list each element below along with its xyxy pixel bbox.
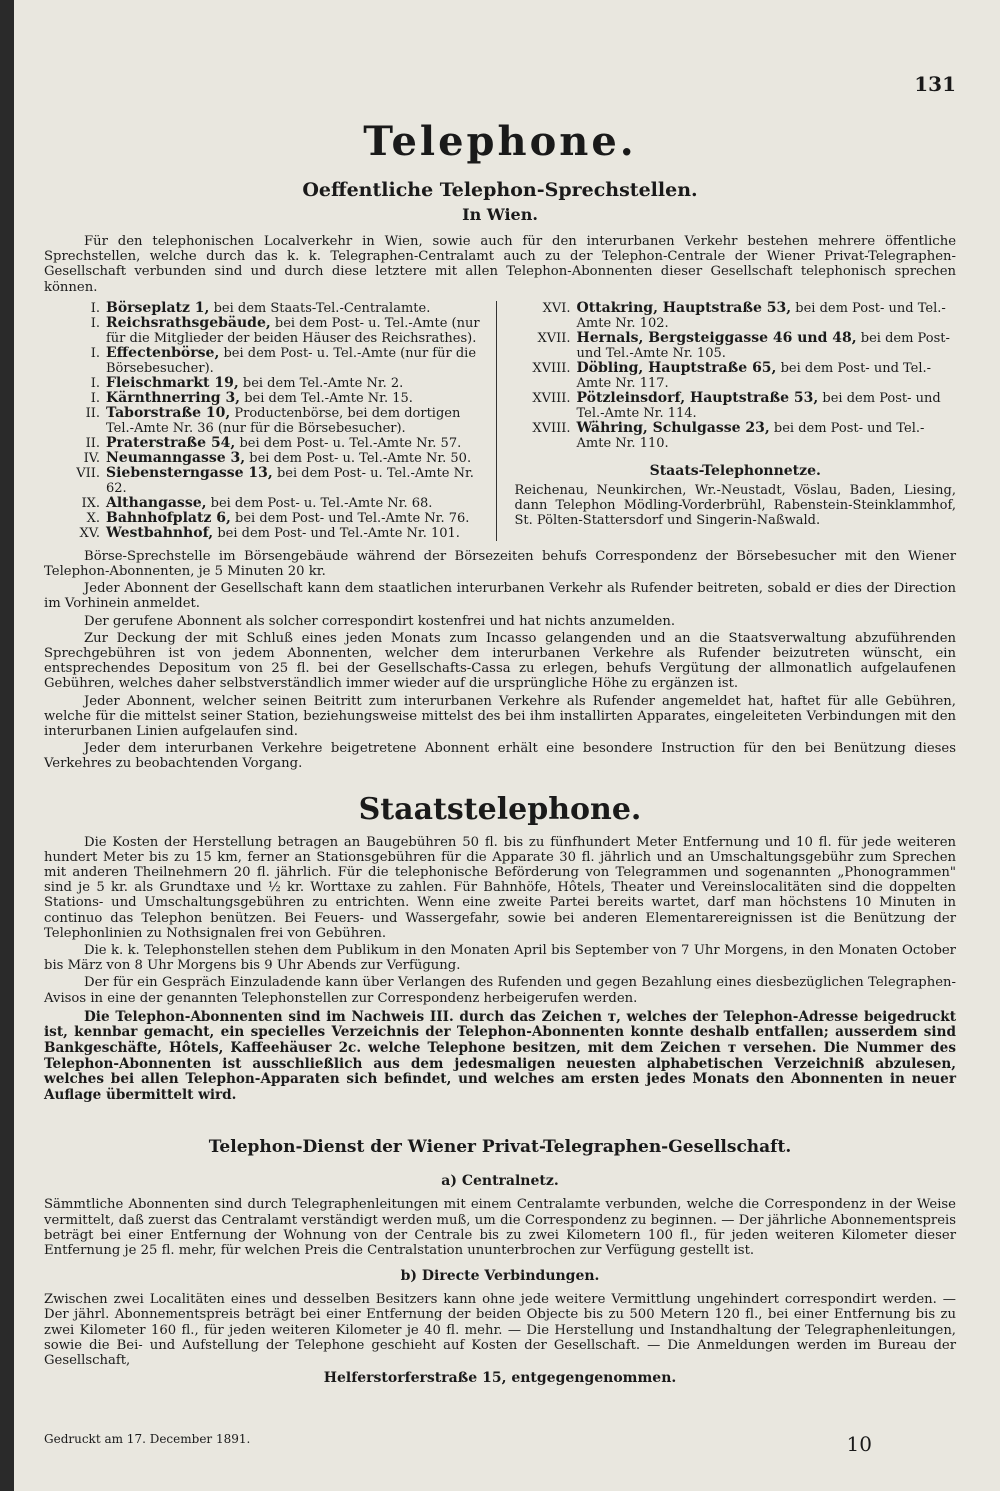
station-text (577, 301, 957, 331)
station-entry (515, 361, 957, 391)
direct-heading: b) Directe Verbindungen. (400, 1268, 600, 1285)
station-desc: bei dem Post- u. Tel.-Amte (nur für die Börsebesucher). (106, 345, 477, 376)
stations-left (44, 301, 497, 541)
station-street: Döbling, Hauptstraße 65, (576, 359, 777, 376)
station-desc: bei dem Tel.-Amte Nr. 2. (242, 375, 404, 391)
printed-date: Gedruckt am 17. December 1891. (44, 1432, 251, 1446)
paragraph: Zur Deckung der mit Schluß eines jeden Monats zum Incasso gelangenden und an die Staatsverwaltung abzuführenden Sprechgebühren ist von jedem Abonnenten, welcher dem interurbanen Verkehre als Rufender beizutreten wünscht, ein entsprechendes Depositum von 25 fl. bei der Gesellschafts-Cassa zu erlegen, behufs Vergütung der allmonatlich aufgelaufenen Gebühren, welches daher selbstverständlich immer wieder auf die ursprüngliche Höhe zu ergänzen ist. (44, 630, 956, 692)
direct-text: Zwischen zwei Localitäten eines und desselben Besitzers kann ohne jede weitere Vermittlung ungehindert correspondirt werden. — Der jährl. Abonnementspreis beträgt bei einer Entfernung der beiden Objecte bis zu 500 Metern 120 fl., bei einer Entfernung bis zu zwei Kilometer 160 fl., für jeden weiteren Kilometer je 40 fl. mehr. — Die Herstellung und Instandhaltung der Telegraphenleitungen, sowie die Bei- und Aufstellung der Telephone geschieht auf Kosten der Gesellschaft. — Die Anmeldungen werden im Bureau der Gesellschaft, (44, 1292, 956, 1369)
station-entry (515, 331, 957, 361)
station-street: Börseplatz 1, (106, 299, 210, 316)
district-number: XVIII. (532, 360, 571, 376)
station-entry (515, 301, 957, 331)
station-desc: bei dem Staats-Tel.-Centralamte. (213, 300, 431, 316)
stations-columns (44, 301, 956, 541)
station-text (106, 451, 471, 466)
station-text (577, 421, 957, 451)
district-number: XVII. (537, 330, 571, 346)
station-desc: bei dem Post- und Tel.-Amte Nr. 114. (576, 390, 941, 421)
document-page (14, 0, 1000, 1491)
dienst-heading: Telephon-Dienst der Wiener Privat-Telegraphen-Gesellschaft. (208, 1137, 792, 1158)
station-entry (515, 421, 957, 451)
station-desc: bei dem Post- und Tel.-Amte Nr. 102. (576, 300, 946, 331)
station-desc: bei dem Post- und Tel.-Amte Nr. 117. (576, 360, 932, 391)
station-desc: bei dem Tel.-Amte Nr. 15. (244, 390, 413, 406)
intro-paragraph: Für den telephonischen Localverkehr in Wien, sowie auch für den interurbanen Verkehr bestehen mehrere öffentliche Sprechstellen, welche durch das k. k. Telegraphen-Centralamt auch zu der Telephon-Centrale der Wiener Privat-Telegraphen-Gesellschaft verbunden sind und durch diese letztere mit allen Telephon-Abonnenten dieser Gesellschaft telephonisch sprechen können. (44, 234, 956, 295)
station-street: Bahnhofplatz 6, (106, 509, 231, 526)
paragraph: Der für ein Gespräch Einzuladende kann über Verlangen des Rufenden und gegen Bezahlung eines diesbezüglichen Telegraphen-Avisos in eine der genannten Telephonstellen zur Correspondenz herbeigerufen werden. (44, 975, 956, 1006)
staatstelephone-heading: Staatstelephone. (358, 791, 642, 827)
paragraph: Die k. k. Telephonstellen stehen dem Publikum in den Monaten April bis September von 7 Uhr Morgens, in den Monaten October bis März von 8 Uhr Morgens bis 9 Uhr Abends zur Verfügung. (44, 943, 956, 974)
station-desc: bei dem Post- u. Tel.-Amte Nr. 50. (249, 450, 472, 466)
station-desc: bei dem Post- und Tel.-Amte Nr. 76. (235, 510, 470, 526)
station-text (106, 301, 430, 316)
district-number: II. (85, 435, 100, 451)
station-street: Reichsrathsgebäude, (106, 314, 271, 331)
station-entry (44, 376, 486, 391)
station-text (106, 526, 460, 541)
station-entry (44, 466, 486, 496)
paragraph: Börse-Sprechstelle im Börsengebäude während der Börsezeiten behufs Correspondenz der Börsebesucher mit den Wiener Telephon-Abonnenten, je 5 Minuten 20 kr. (44, 548, 956, 580)
station-street: Pötzleinsdorf, Hauptstraße 53, (576, 389, 819, 406)
district-number: XV. (79, 525, 100, 541)
interurban-paragraphs (44, 549, 956, 772)
station-entry (515, 391, 957, 421)
district-number: II. (85, 405, 100, 421)
station-text (106, 466, 486, 496)
staatstelephone-paragraphs (44, 835, 956, 1006)
station-text (106, 391, 413, 406)
station-street: Kärnthnerring 3, (106, 389, 241, 406)
station-text (106, 406, 486, 436)
district-number: I. (90, 315, 100, 331)
station-entry (44, 391, 486, 406)
district-number: XVI. (542, 300, 571, 316)
station-desc: Productenbörse, bei dem dortigen Tel.-Amte Nr. 36 (nur für die Börsebesucher). (106, 405, 461, 436)
district-number: I. (90, 390, 100, 406)
station-street: Währing, Schulgasse 23, (576, 419, 770, 436)
district-number: VII. (76, 465, 100, 481)
station-street: Neumanngasse 3, (106, 449, 246, 466)
station-desc: bei dem Post- u. Tel.-Amte Nr. 57. (239, 435, 462, 451)
station-text (106, 316, 486, 346)
station-entry (44, 496, 486, 511)
station-street: Praterstraße 54, (106, 434, 236, 451)
centralnetz-text: Sämmtliche Abonnenten sind durch Telegraphenleitungen mit einem Centralamte verbunden, welche die Correspondenz in der Weise vermittelt, daß zuerst das Centralamt verständigt werden muß, um die Correspondenz zu beginnen. — Der jährliche Abonnementspreis beträgt bei einer Entfernung der Wohnung von der Centrale bis zu zwei Kilometern 100 fl., für jeden weiteren Kilometer dieser Entfernung je 25 fl. mehr, für welchen Preis die Centralstation ununterbrochen zur Verfügung gestellt ist. (44, 1197, 956, 1259)
station-street: Ottakring, Hauptstraße 53, (576, 299, 792, 316)
station-desc: bei dem Post- u. Tel.-Amte Nr. 62. (106, 465, 474, 496)
district-number: I. (90, 375, 100, 391)
station-text (106, 346, 486, 376)
district-number: XVIII. (532, 420, 571, 436)
scan-edge (0, 0, 14, 1491)
station-street: Siebensterngasse 13, (106, 464, 273, 481)
station-desc: bei dem Post- und Tel.-Amte Nr. 110. (576, 420, 925, 451)
station-entry (44, 301, 486, 316)
station-text (106, 376, 403, 391)
centralnetz-heading: a) Centralnetz. (441, 1173, 559, 1190)
station-street: Effectenbörse, (106, 344, 220, 361)
public-heading: Oeffentliche Telephon-Sprechstellen. (302, 179, 698, 201)
station-text (577, 361, 957, 391)
station-street: Hernals, Bergsteiggasse 46 und 48, (576, 329, 857, 346)
district-number: I. (90, 300, 100, 316)
bottom-number: 10 (846, 1432, 872, 1456)
bold-notice: Die Telephon-Abonnenten sind im Nachweis III. durch das Zeichen ᴛ, welches der Telephon-Adresse beigedruckt ist, kennbar gemacht, ein specielles Verzeichnis der Telephon-Abonnenten konnte deshalb entfallen; ausserdem sind Bankgeschäfte, Hôtels, Kaffeehäuser 2c. welche Telephone besitzen, mit dem Zeichen ᴛ versehen. Die Nummer des Telephon-Abonnenten ist ausschließlich aus dem jedesmaligen neuesten alphabetischen Verzeichniß abzulesen, welches bei allen Telephon-Apparaten sich befindet, und welches am ersten jedes Monats den Abonnenten in neuer Auflage übermittelt wird. (44, 1008, 956, 1103)
station-entry (44, 436, 486, 451)
staatsnetze-heading: Staats-Telephonnetze. (649, 462, 821, 479)
district-number: I. (90, 345, 100, 361)
station-text (577, 331, 957, 361)
station-text (106, 436, 461, 451)
paragraph: Der gerufene Abonnent als solcher correspondirt kostenfrei und hat nichts anzumelden. (84, 613, 676, 629)
station-entry (44, 511, 486, 526)
stations-right-column (515, 301, 957, 541)
station-text (577, 391, 957, 421)
station-desc: bei dem Post- und Tel.-Amte Nr. 101. (217, 525, 460, 541)
page-number: 131 (914, 72, 956, 96)
direct-address: Helferstorferstraße 15, entgegengenommen. (323, 1370, 677, 1387)
district-number: IX. (81, 495, 100, 511)
station-entry (44, 346, 486, 376)
station-street: Althangasse, (106, 494, 207, 511)
station-entry (44, 316, 486, 346)
station-street: Westbahnhof, (106, 524, 214, 541)
district-number: IV. (83, 450, 100, 466)
page-title: Telephone. (363, 118, 637, 165)
station-entry (44, 406, 486, 436)
station-desc: bei dem Post- u. Tel.-Amte Nr. 68. (210, 495, 433, 511)
staatsnetze-text: Reichenau, Neunkirchen, Wr.-Neustadt, Vöslau, Baden, Liesing, dann Telephon Mödling-Vorderbrühl, Rabenstein-Steinklammhof, St. Pölten-Stattersdorf und Singerin-Naßwald. (514, 482, 956, 528)
station-street: Fleischmarkt 19, (106, 374, 239, 391)
district-number: XVIII. (532, 390, 571, 406)
station-text (106, 496, 432, 511)
station-desc: bei dem Post- und Tel.-Amte Nr. 105. (576, 330, 950, 361)
vienna-heading: In Wien. (462, 205, 538, 224)
paragraph: Jeder Abonnent der Gesellschaft kann dem staatlichen interurbanen Verkehr als Rufender beitreten, sobald er dies der Direction im Vorhinein anmeldet. (44, 581, 956, 612)
paragraph: Jeder Abonnent, welcher seinen Beitritt zum interurbanen Verkehre als Rufender angemeldet hat, haftet für alle Gebühren, welche für die mittelst seiner Station, beziehungsweise mittelst des bei ihm installirten Apparates, eingeleiteten Verbindungen mit den interurbanen Linien aufgelaufen sind. (44, 693, 956, 740)
station-entry (44, 451, 486, 466)
station-street: Taborstraße 10, (106, 404, 231, 421)
station-desc: bei dem Post- u. Tel.-Amte (nur für die Mitglieder der beiden Häuser des Reichsrathes). (106, 315, 480, 346)
stations-right (515, 301, 957, 451)
paragraph: Jeder dem interurbanen Verkehre beigetretene Abonnent erhält eine besondere Instruction für den bei Benützung dieses Verkehres zu beobachtenden Vorgang. (44, 741, 956, 772)
station-text (106, 511, 469, 526)
district-number: X. (86, 510, 100, 526)
paragraph: Die Kosten der Herstellung betragen an Baugebühren 50 fl. bis zu fünfhundert Meter Entfernung und 10 fl. für jede weiteren hundert Meter bis zu 15 km, ferner an Stationsgebühren für die Apparate 30 fl. jährlich und an Umschaltungsgebühr zum Sprechen mit anderen Theilnehmern 20 fl. jährlich. Für die telephonische Beförderung von Telegrammen und sogenannten „Phonogrammen" sind je 5 kr. als Grundtaxe und ½ kr. Worttaxe zu zahlen. Für Bahnhöfe, Hôtels, Theater und Vereinslocalitäten sind die doppelten Stations- und Umschaltungsgebühren zu entrichten. Wenn eine zweite Partei bereits wartet, darf man höchstens 10 Minuten in continuo das Telephon benützen. Bei Feuers- und Wassergefahr, sowie bei anderen Elementarereignissen ist die Benützung der Telephonlinien zu Nothsignalen frei von Gebühren. (44, 834, 956, 941)
station-entry (44, 526, 486, 541)
